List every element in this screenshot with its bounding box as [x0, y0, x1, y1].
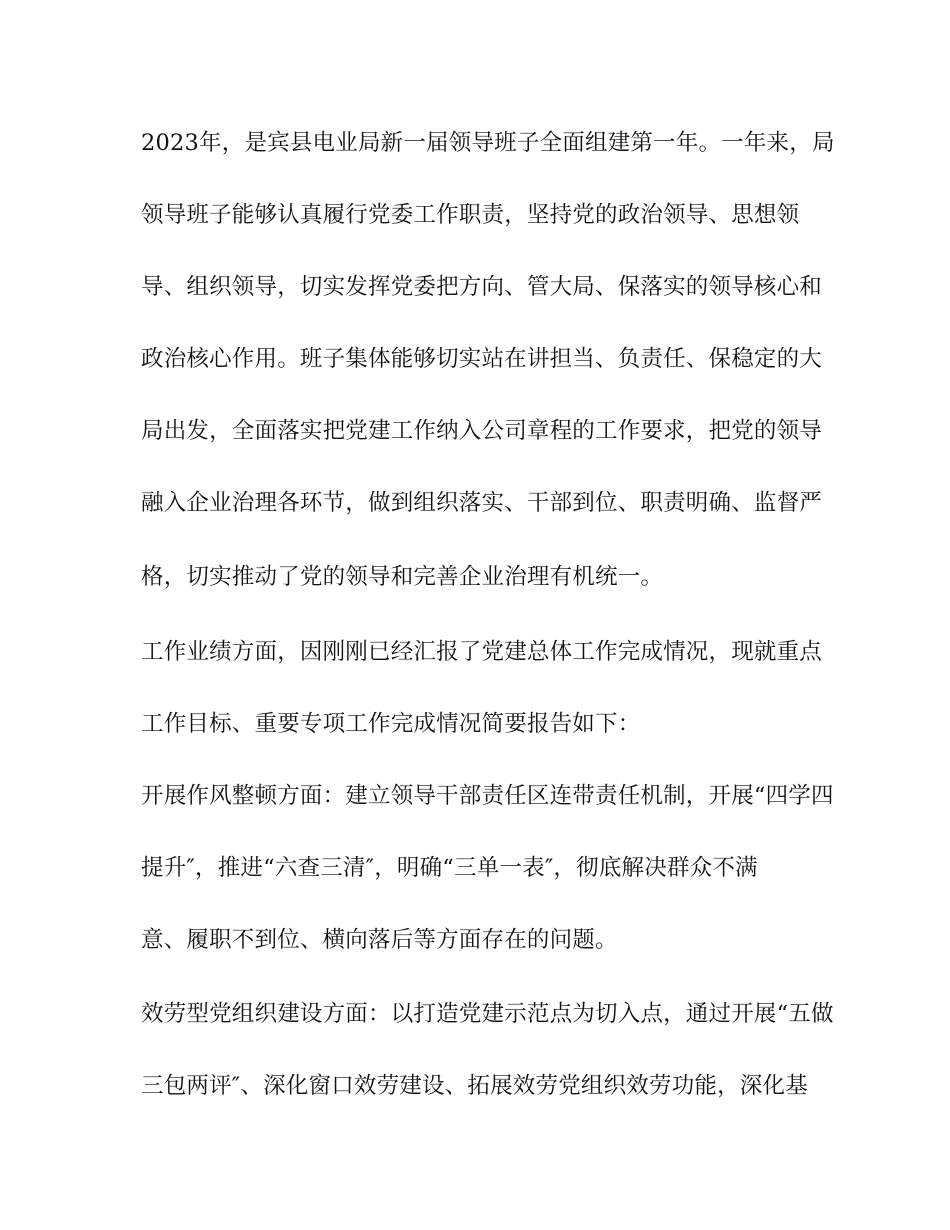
text-line: 三包两评″、深化窗口效劳建设、拓展效劳党组织效劳功能，深化基 [141, 1073, 808, 1099]
text-line: 局出发，全面落实把党建工作纳入公司章程的工作要求，把党的领导 [141, 418, 823, 444]
text-line: 效劳型党组织建设方面：以打造党建示范点为切入点，通过开展“五做 [141, 1001, 834, 1027]
text-line: 工作业绩方面，因刚刚已经汇报了党建总体工作完成情况，现就重点 [141, 639, 823, 665]
text-line: 开展作风整顿方面：建立领导干部责任区连带责任机制，开展“四学四 [141, 783, 834, 809]
text-line: 格，切实推动了党的领导和完善企业治理有机统一。 [141, 564, 664, 590]
text-line: 融入企业治理各环节，做到组织落实、干部到位、职责明确、监督严 [141, 490, 823, 516]
text-line: 导、组织领导，切实发挥党委把方向、管大局、保落实的领导核心和 [141, 274, 823, 300]
text-line: 领导班子能够认真履行党委工作职责，坚持党的政治领导、思想领 [141, 202, 800, 228]
text-line: 意、履职不到位、横向落后等方面存在的问题。 [141, 927, 618, 953]
text-line: 工作目标、重要专项工作完成情况简要报告如下： [141, 711, 641, 737]
text-line: 2023年，是宾县电业局新一届领导班子全面组建第一年。一年来，局 [141, 130, 835, 156]
text-line: 政治核心作用。班子集体能够切实站在讲担当、负责任、保稳定的大 [141, 346, 823, 372]
text-line: 提升″，推进“六查三清″，明确“三单一表″，彻底解决群众不满 [141, 855, 758, 881]
